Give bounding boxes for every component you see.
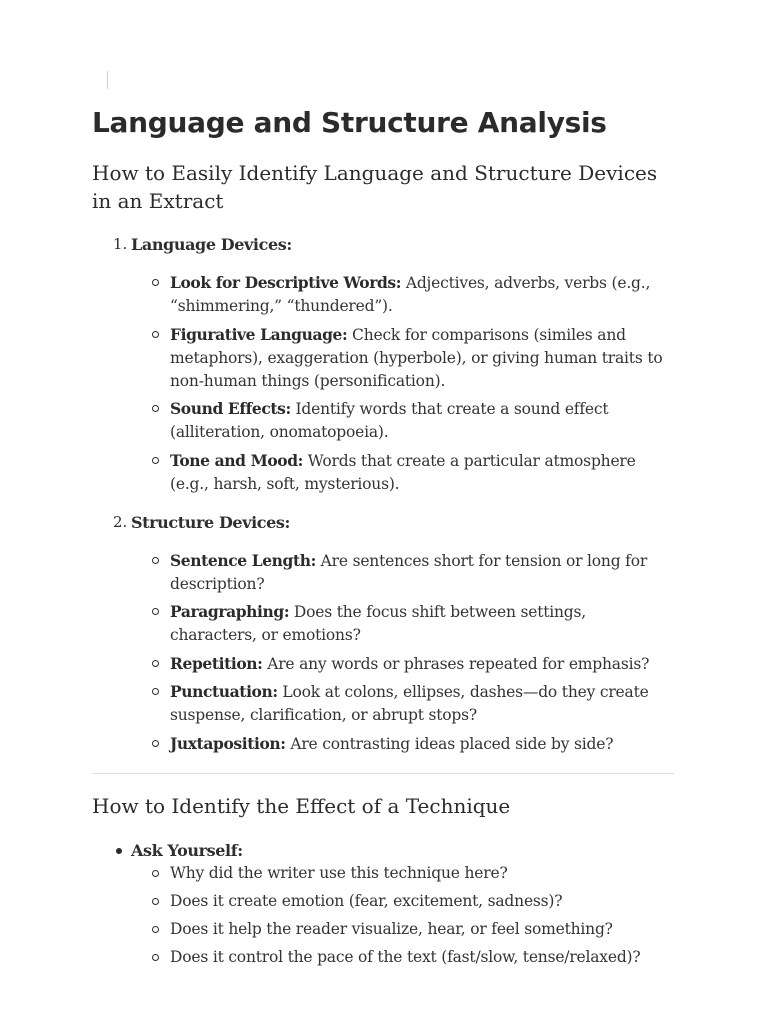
list-item bbox=[131, 652, 674, 676]
list-item: Does it help the reader visualize, hear, or feel something? bbox=[131, 918, 674, 941]
item-text: Words that create a particular atmosphere (e.g., harsh, soft, mysterious). bbox=[170, 451, 636, 493]
list-number: 2. bbox=[113, 512, 128, 531]
list-item bbox=[131, 323, 674, 393]
item-text: Are any words or phrases repeated for emphasis? bbox=[262, 654, 650, 673]
section-heading-identify-devices: How to Easily Identify Language and Structure Devices in an Extract bbox=[92, 161, 658, 213]
list-item bbox=[131, 680, 674, 727]
list-item-language-devices bbox=[92, 233, 674, 496]
group-label: Structure Devices: bbox=[131, 512, 291, 532]
item-text: Are contrasting ideas placed side by side? bbox=[285, 734, 614, 753]
item-text: Are sentences short for tension or long for description? bbox=[170, 551, 648, 593]
document-body bbox=[92, 104, 674, 969]
list-item: Does it create emotion (fear, excitement, sadness)? bbox=[131, 890, 674, 913]
list-item: Does it control the pace of the text (fast/slow, tense/relaxed)? bbox=[131, 946, 674, 969]
item-text: Identify words that create a sound effect (alliteration, onomatopoeia). bbox=[170, 400, 609, 441]
ask-yourself-list bbox=[92, 839, 674, 969]
list-item bbox=[131, 397, 674, 444]
item-term: Juxtaposition: bbox=[170, 733, 286, 753]
item-term: Look for Descriptive Words: bbox=[170, 273, 402, 292]
item-term: Sound Effects: bbox=[170, 399, 291, 418]
item-term: Tone and Mood: bbox=[170, 450, 303, 470]
device-groups-list bbox=[92, 233, 674, 756]
section-divider bbox=[92, 773, 674, 774]
language-devices-list bbox=[131, 271, 674, 496]
list-item-ask-yourself bbox=[92, 839, 674, 969]
item-text: Look at colons, ellipses, dashes—do they create suspense, clarification, or abrupt stops? bbox=[170, 683, 649, 724]
item-term: Paragraphing: bbox=[170, 602, 290, 621]
bullet-label: Ask Yourself: bbox=[131, 840, 243, 860]
list-item bbox=[131, 549, 674, 596]
item-term: Figurative Language: bbox=[170, 324, 348, 344]
page-title: Language and Structure Analysis bbox=[92, 106, 607, 139]
section-heading-effect: How to Identify the Effect of a Technique bbox=[92, 793, 511, 818]
questions-list bbox=[131, 862, 674, 969]
item-term: Repetition: bbox=[170, 653, 263, 673]
item-text: Adjectives, adverbs, verbs (e.g., “shimmering,” “thundered”). bbox=[170, 274, 651, 315]
item-term: Sentence Length: bbox=[170, 550, 316, 570]
list-item bbox=[131, 271, 674, 318]
group-label: Language Devices: bbox=[131, 235, 292, 254]
item-text: Check for comparisons (similes and metaphors), exaggeration (hyperbole), or giving human traits to non-human things (personification). bbox=[170, 325, 663, 390]
text-cursor bbox=[107, 71, 108, 89]
bullet-icon bbox=[116, 848, 122, 854]
list-item-structure-devices bbox=[92, 511, 674, 756]
list-item bbox=[131, 449, 674, 496]
list-item bbox=[131, 732, 674, 756]
structure-devices-list bbox=[131, 549, 674, 756]
list-item bbox=[131, 600, 674, 647]
list-number: 1. bbox=[113, 235, 128, 253]
item-term: Punctuation: bbox=[170, 682, 278, 701]
list-item: Why did the writer use this technique here? bbox=[131, 862, 674, 885]
item-text: Does the focus shift between settings, characters, or emotions? bbox=[170, 603, 586, 644]
